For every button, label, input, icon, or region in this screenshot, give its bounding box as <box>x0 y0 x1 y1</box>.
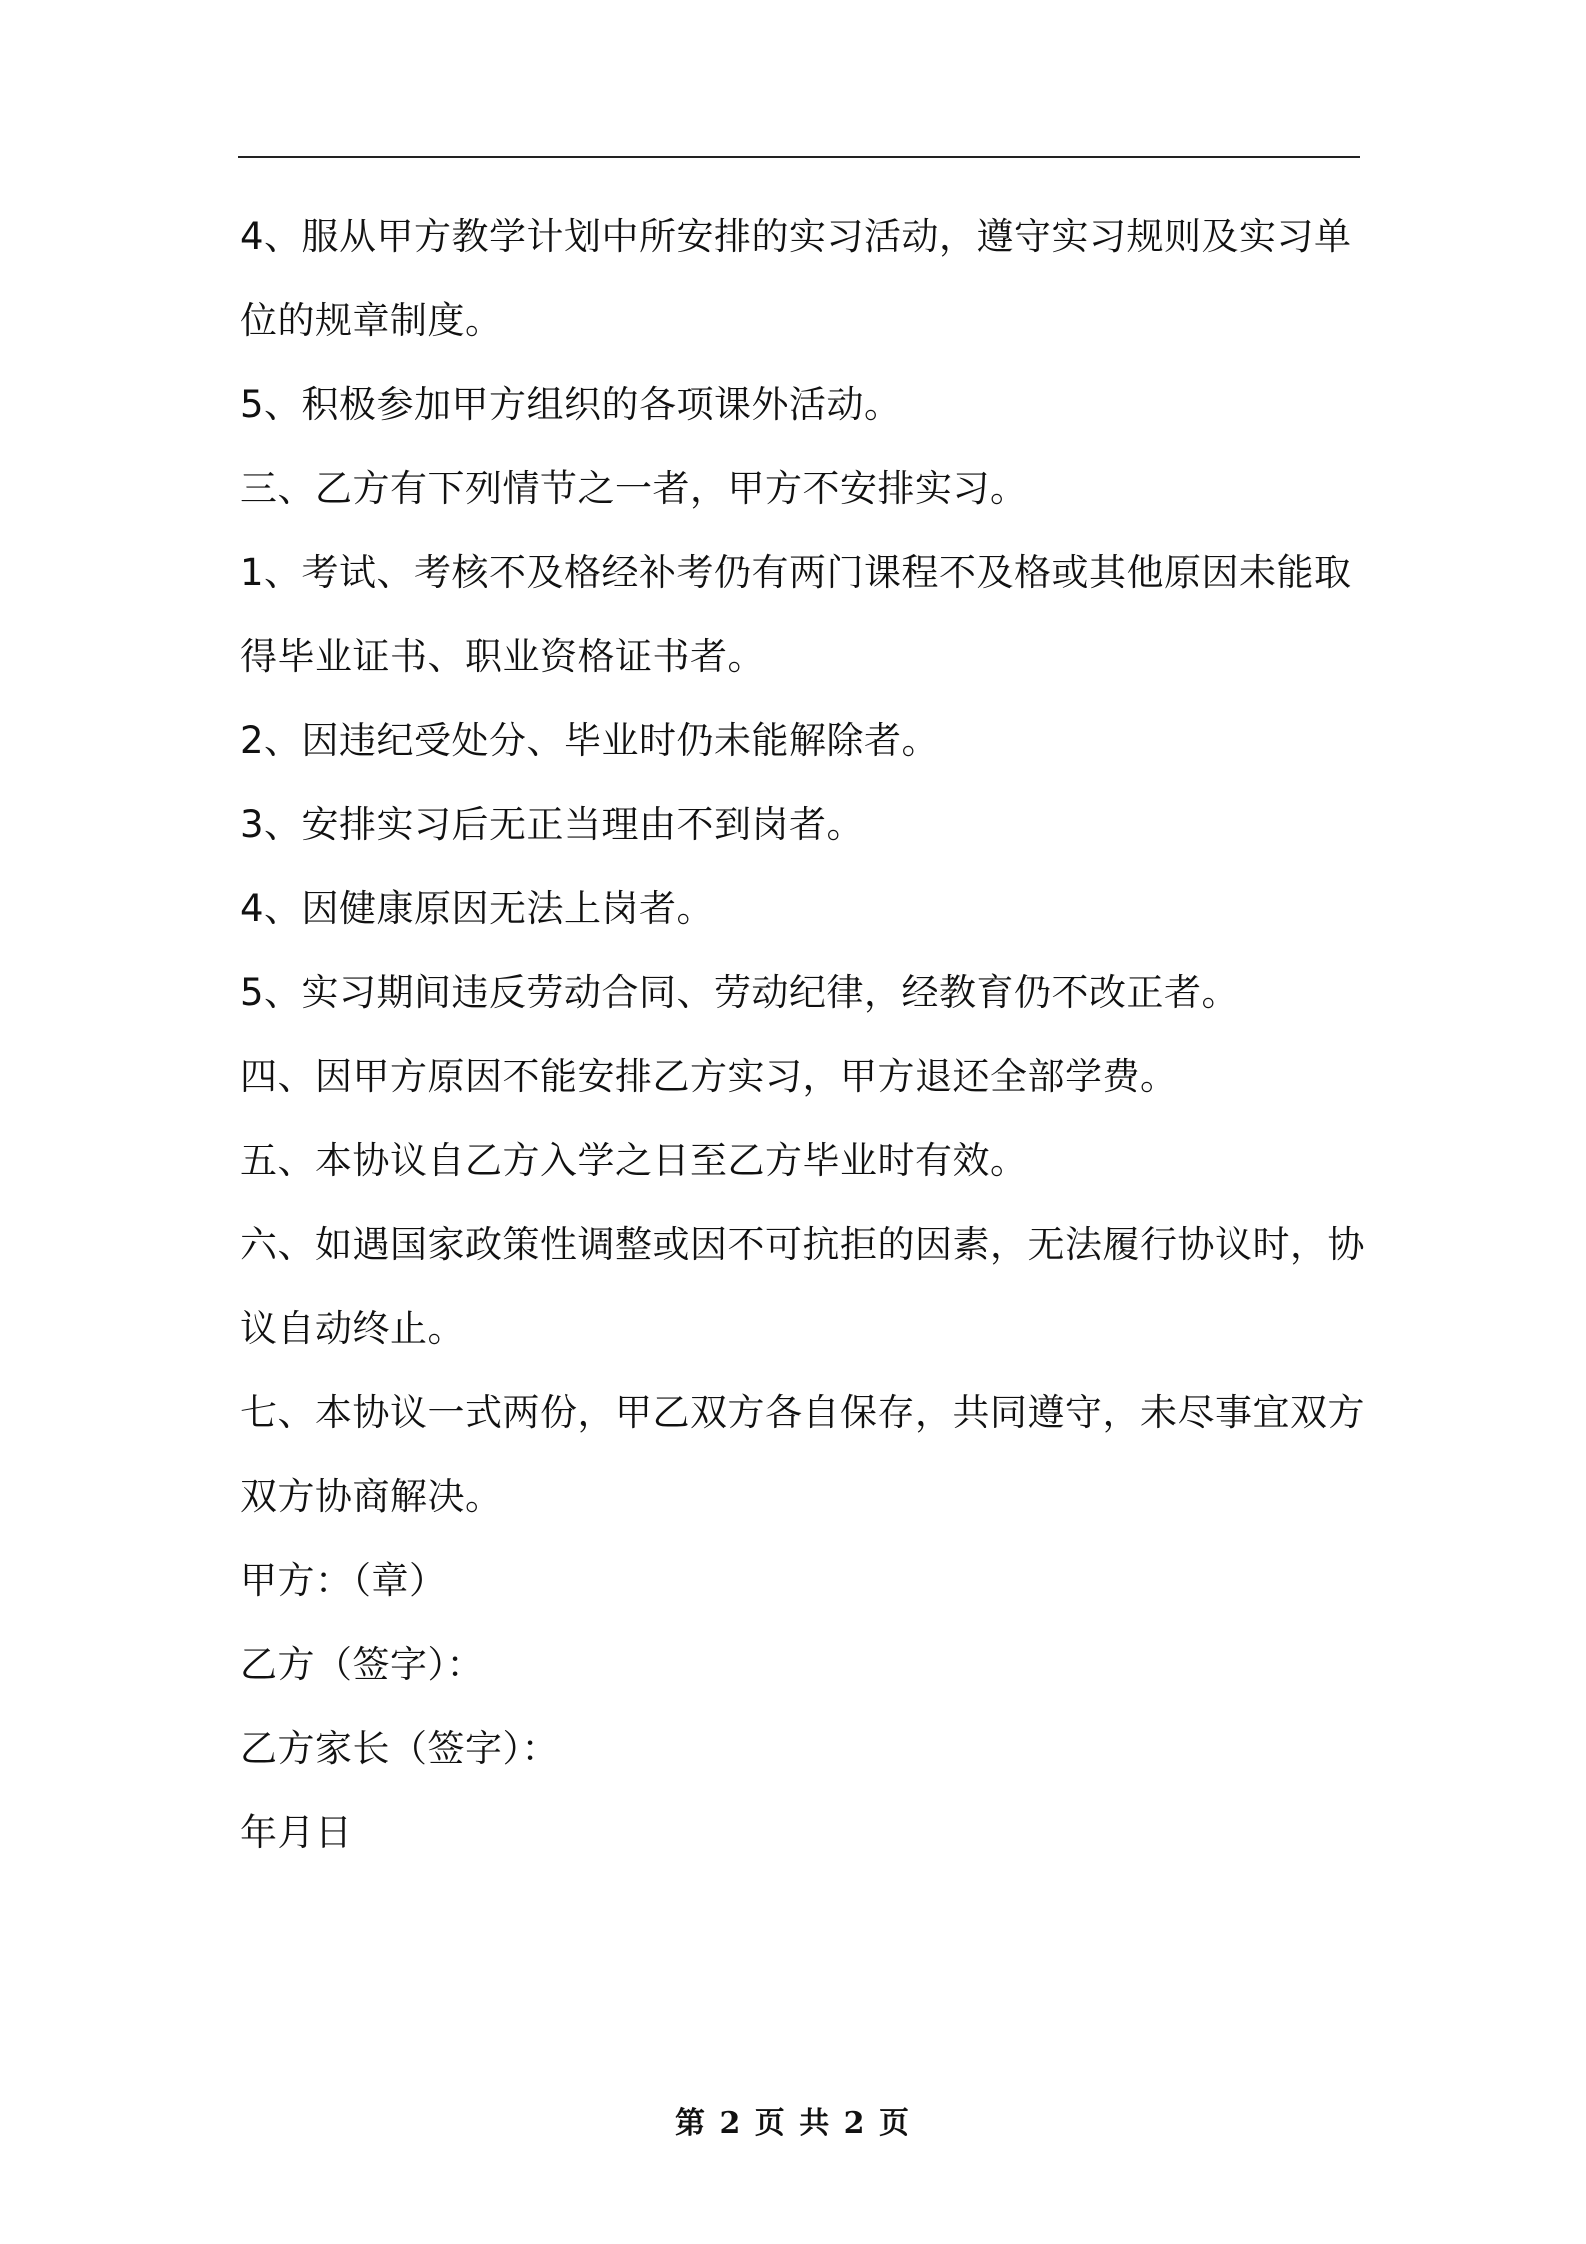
text-line: 4、因健康原因无法上岗者。 <box>240 887 715 930</box>
signature-party-a: 甲方：（章） <box>240 1559 447 1602</box>
text-line: 得毕业证书、职业资格证书者。 <box>240 635 765 678</box>
text-line: 5、实习期间违反劳动合同、劳动纪律，经教育仍不改正者。 <box>240 971 1240 1014</box>
section-heading: 六、如遇国家政策性调整或因不可抗拒的因素，无法履行协议时，协 <box>240 1223 1365 1266</box>
text-line: 1、考试、考核不及格经补考仍有两门课程不及格或其他原因未能取 <box>240 551 1352 594</box>
section-heading: 三、乙方有下列情节之一者，甲方不安排实习。 <box>240 467 1028 510</box>
text-line: 2、因违纪受处分、毕业时仍未能解除者。 <box>240 719 940 762</box>
signature-party-b: 乙方（签字）： <box>240 1643 484 1686</box>
text-line: 双方协商解决。 <box>240 1475 503 1518</box>
document-body <box>240 195 1365 1875</box>
page-number-footer: 第 2 页 共 2 页 <box>675 2106 911 2141</box>
header-rule <box>238 156 1360 158</box>
signature-date: 年月日 <box>240 1811 353 1854</box>
section-heading: 七、本协议一式两份，甲乙双方各自保存，共同遵守，未尽事宜双方 <box>240 1391 1365 1434</box>
text-line: 5、积极参加甲方组织的各项课外活动。 <box>240 383 902 426</box>
section-heading: 五、本协议自乙方入学之日至乙方毕业时有效。 <box>240 1139 1028 1182</box>
signature-parent: 乙方家长（签字）： <box>240 1727 559 1770</box>
text-line: 位的规章制度。 <box>240 299 503 342</box>
text-line: 4、服从甲方教学计划中所安排的实习活动，遵守实习规则及实习单 <box>240 215 1352 258</box>
text-line: 3、安排实习后无正当理由不到岗者。 <box>240 803 865 846</box>
text-line: 议自动终止。 <box>240 1307 465 1350</box>
section-heading: 四、因甲方原因不能安排乙方实习，甲方退还全部学费。 <box>240 1055 1178 1098</box>
